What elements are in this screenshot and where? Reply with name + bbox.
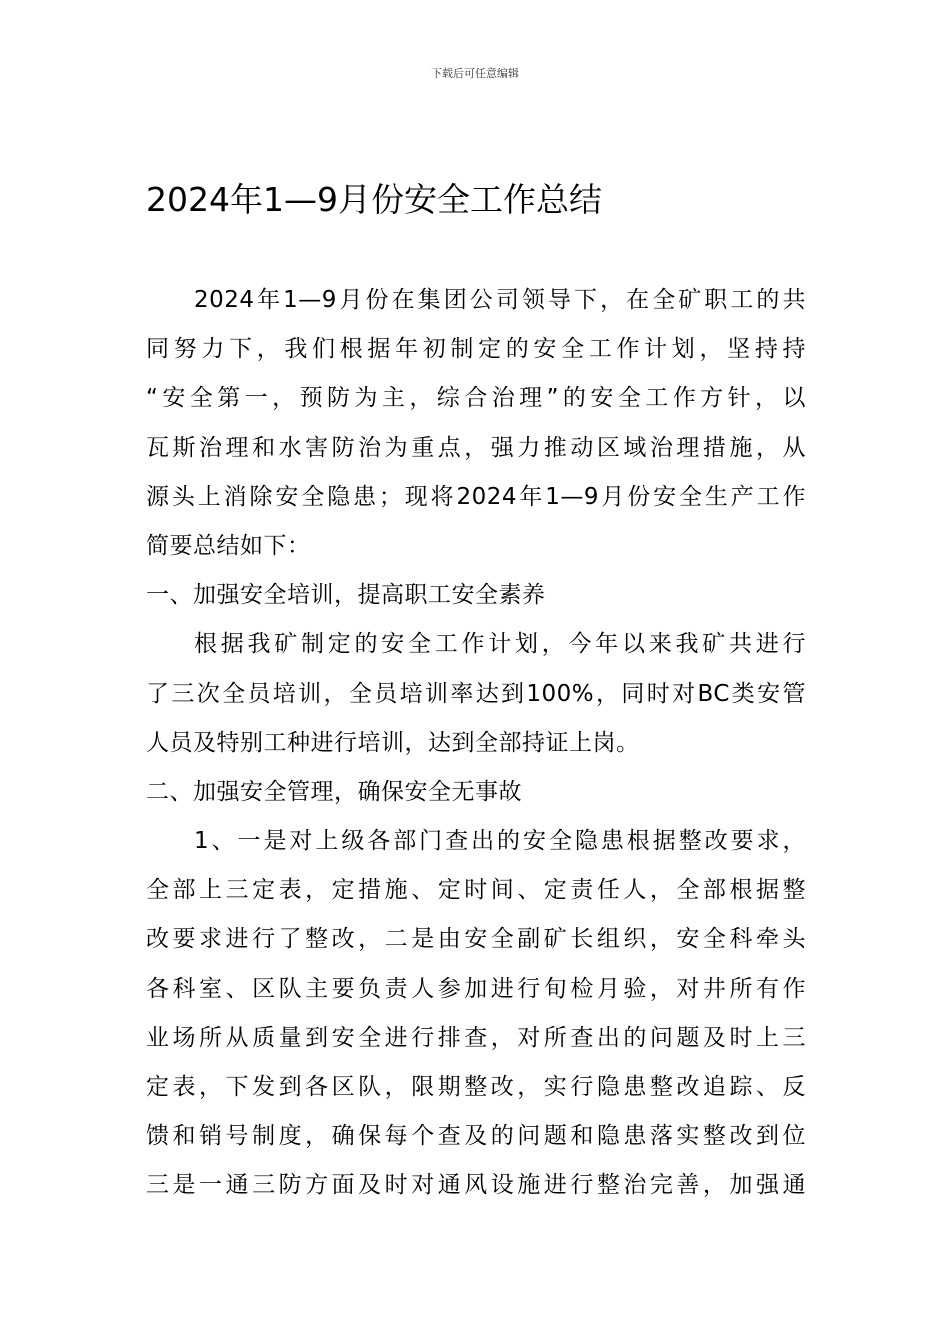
document-title: 2024年1—9月份安全工作总结 [146, 180, 602, 219]
paragraph-line: 同努力下，我们根据年初制定的安全工作计划，坚持持 [146, 336, 806, 363]
section-heading-management: 二、加强安全管理，确保安全无事故 [146, 778, 522, 805]
paragraph-line: 各科室、区队主要负责人参加进行旬检月验，对井所有作 [146, 975, 806, 1002]
paragraph-line: 简要总结如下： [146, 532, 311, 559]
section-paragraph-management [146, 817, 806, 1211]
paragraph-line: 1、一是对上级各部门查出的安全隐患根据整改要求， [194, 828, 806, 855]
paragraph-line: 根据我矿制定的安全工作计划，今年以来我矿共进行 [194, 631, 806, 658]
paragraph-line: 人员及特别工种进行培训，达到全部持证上岗。 [146, 729, 640, 756]
section-heading-training: 一、加强安全培训，提高职工安全素养 [146, 582, 546, 609]
intro-paragraph [146, 276, 806, 571]
section-paragraph-training [146, 620, 806, 768]
paragraph-line: 改要求进行了整改，二是由安全副矿长组织，安全科牵头 [146, 926, 806, 953]
paragraph-line: 定表，下发到各区队，限期整改，实行隐患整改追踪、反 [146, 1074, 806, 1100]
paragraph-line: 馈和销号制度，确保每个查及的问题和隐患落实整改到位 [146, 1123, 806, 1150]
paragraph-line: 源头上消除安全隐患；现将2024年1—9月份安全生产工作 [146, 483, 806, 510]
paragraph-line: 瓦斯治理和水害防治为重点，强力推动区域治理措施，从 [146, 434, 806, 461]
paragraph-line: 业场所从质量到安全进行排查，对所查出的问题及时上三 [146, 1024, 806, 1051]
paragraph-line: 了三次全员培训，全员培训率达到100%，同时对BC类安管 [146, 680, 806, 707]
paragraph-line: 三是一通三防方面及时对通风设施进行整治完善，加强通 [146, 1172, 806, 1199]
paragraph-line: 2024年1—9月份在集团公司领导下，在全矿职工的共 [194, 287, 806, 313]
paragraph-line: 全部上三定表，定措施、定时间、定责任人，全部根据整 [146, 877, 806, 904]
paragraph-line: “安全第一，预防为主，综合治理”的安全工作方针，以 [146, 385, 806, 412]
document-body [146, 276, 806, 1211]
page-header-note: 下载后可任意编辑 [431, 67, 519, 80]
